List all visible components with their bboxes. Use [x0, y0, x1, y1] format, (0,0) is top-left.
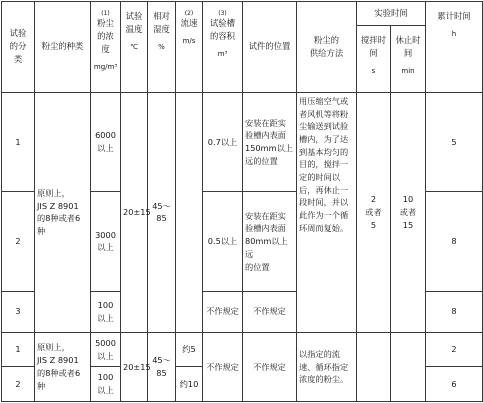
flow-rate-cell	[176, 92, 203, 332]
concentration-cell: 3000 以上	[91, 192, 121, 291]
temperature-cell: 20±15	[121, 92, 148, 332]
chamber-volume-cell: 不作规定	[203, 291, 243, 332]
test-class-cell: 1	[2, 92, 35, 191]
supply-method-cell: 以指定的流 速、循环指定 浓度的粉尘。	[297, 332, 357, 401]
stir-time-cell: 2 或者 5	[357, 92, 391, 332]
cumulative-time-cell: 5	[426, 92, 483, 191]
header-flow-rate: (2) 流速 m/s	[176, 2, 203, 93]
cumulative-time-cell: 8	[426, 291, 483, 332]
concentration-cell: 6000 以上	[91, 92, 121, 191]
test-class-cell: 2	[2, 367, 35, 402]
supply-method-cell: 用压缩空气或 者风机等将粉 尘输送到试验 槽内，为了达 到基本均匀的 目的，搅拌一 定的时间以 后，再休止一 段时间，并以 此作为一个循 环周而复始。	[297, 92, 357, 332]
header-relative-humidity: 相对 湿度 %	[148, 2, 176, 93]
cumulative-time-cell: 8	[426, 192, 483, 291]
sample-position-cell: 安装在距实 验槽内表面 80mm以上远 的位置	[243, 192, 297, 291]
chamber-volume-cell: 不作规定	[203, 332, 243, 401]
humidity-cell: 45～85	[148, 332, 176, 401]
sample-position-cell: 不作规定	[243, 291, 297, 332]
chamber-volume-cell: 0.7以上	[203, 92, 243, 191]
header-sample-position: 试件的位置	[243, 2, 297, 93]
dust-type-cell: 原则上， JIS Z 8901 的8种或者6 种	[35, 332, 91, 401]
header-dust-type: 粉尘的种类	[35, 2, 91, 93]
sample-position-cell: 不作规定	[243, 332, 297, 401]
cumulative-time-cell: 2	[426, 332, 483, 367]
table-row	[2, 332, 483, 367]
concentration-cell: 5000 以上	[91, 332, 121, 367]
header-stir-time: 搅拌时间 s	[357, 25, 391, 92]
concentration-cell: 100 以上	[91, 367, 121, 402]
header-supply-method: 粉尘的 供给方法	[297, 2, 357, 93]
header-chamber-volume: (3) 试验槽 的容积 m³	[203, 2, 243, 93]
test-class-cell: 2	[2, 192, 35, 291]
dust-type-cell: 原则上， JIS Z 8901 的8种或者6 种	[35, 92, 91, 332]
cumulative-time-cell: 6	[426, 367, 483, 402]
sample-position-cell: 安装在距实 验槽内表面 150mm以上 远的位置	[243, 92, 297, 191]
dust-test-conditions-table	[1, 1, 483, 402]
header-test-time-group: 实验时间	[357, 2, 426, 26]
rest-time-cell: 10 或者 15	[391, 92, 426, 332]
header-test-temperature: 试验 温度 ℃	[121, 2, 148, 93]
flow-rate-cell: 约10	[176, 367, 203, 402]
header-dust-concentration: (1) 粉尘的浓 度 mg/m³	[91, 2, 121, 93]
humidity-cell: 45～85	[148, 92, 176, 332]
temperature-cell: 20±15	[121, 332, 148, 401]
header-cumulative-time: 累计时间 h	[426, 2, 483, 93]
test-class-cell: 1	[2, 332, 35, 367]
stir-time-cell	[357, 332, 391, 401]
chamber-volume-cell: 0.5以上	[203, 192, 243, 291]
flow-rate-cell: 约5	[176, 332, 203, 367]
concentration-cell: 100 以上	[91, 291, 121, 332]
rest-time-cell	[391, 332, 426, 401]
test-class-cell: 3	[2, 291, 35, 332]
table-row	[2, 92, 483, 191]
header-test-class: 试验 的分 类	[2, 2, 35, 93]
header-rest-time: 休止时间 min	[391, 25, 426, 92]
